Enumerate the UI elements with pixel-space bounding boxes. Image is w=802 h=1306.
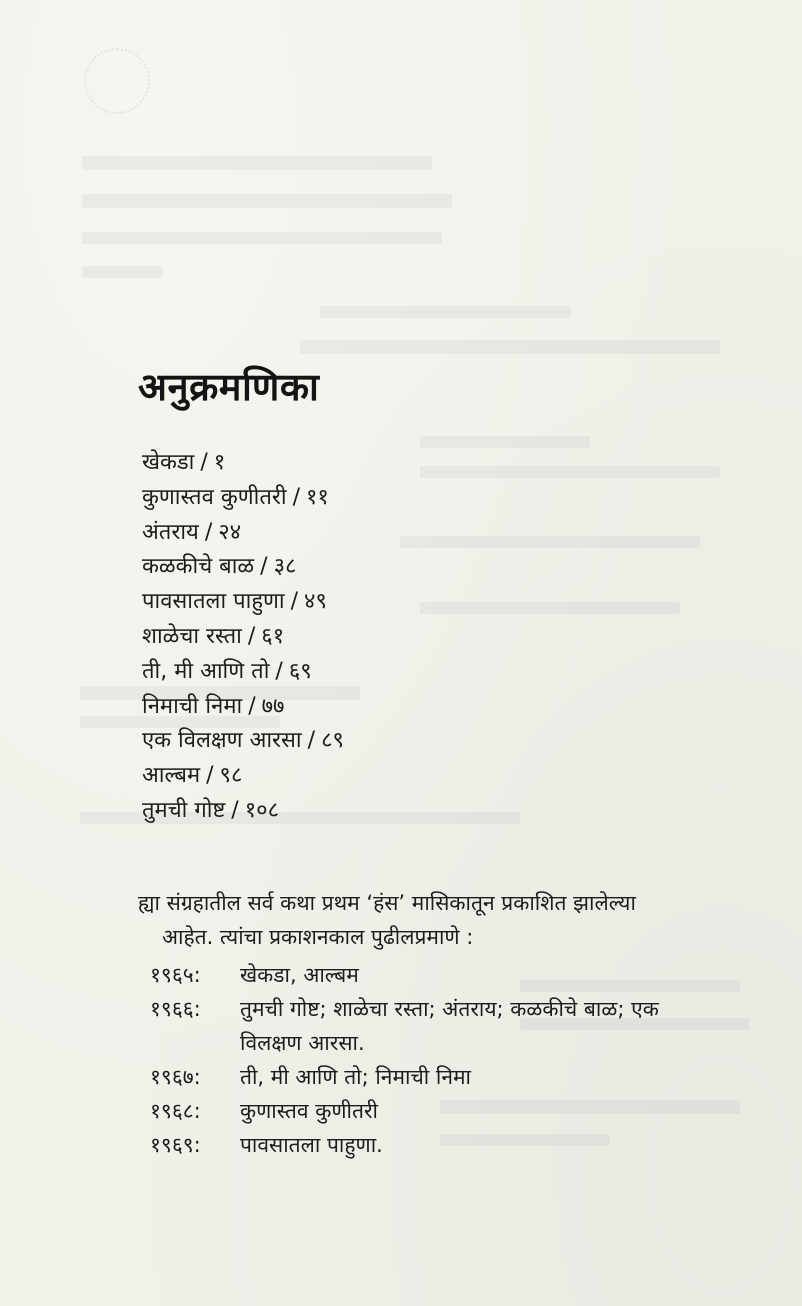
bleed-through-mark [82,156,432,170]
bleed-through-mark [82,266,162,278]
publication-stories: खेकडा, आल्बम [240,963,359,987]
toc-item-title: कळकीचे बाळ [142,554,255,580]
toc-item [142,550,344,585]
bleed-through-mark [400,536,700,548]
toc-separator: / [247,623,256,649]
toc-separator: / [260,554,268,580]
publication-note [138,886,738,954]
toc-item-page: २४ [218,519,242,545]
publication-stories: कुणास्तव कुणीतरी [240,1099,378,1123]
toc-separator: / [292,484,300,510]
publication-row [150,992,710,1060]
toc-separator: / [204,519,213,545]
toc-item-page: ११ [305,484,329,510]
publication-row [150,1128,710,1162]
toc-item [142,655,344,690]
toc-item-page: १ [213,450,226,475]
bleed-through-mark [420,466,720,478]
toc-item-page: ६९ [288,658,312,684]
toc-separator: / [290,589,299,615]
publication-stories: पावसातला पाहुणा. [240,1133,383,1157]
faint-stamp-mark [84,48,150,114]
bleed-through-mark [82,232,442,244]
toc-item-title: कुणास्तव कुणीतरी [142,484,287,510]
publication-row [150,1060,710,1094]
publication-year: १९६६: [150,997,201,1021]
publication-note-line2: आहेत. त्यांचा प्रकाशनकाल पुढीलप्रमाणे : [162,925,474,949]
toc-item [142,759,344,794]
bleed-through-mark [420,602,680,614]
toc-item-title: आल्बम [142,763,201,789]
toc-item [142,724,344,759]
toc-item-title: तुमची गोष्ट [142,797,226,823]
toc-item-title: खेकडा [142,450,195,475]
toc-separator: / [231,797,239,823]
toc-separator: / [206,763,214,789]
toc-item-title: शाळेचा रस्ता [142,623,242,649]
toc-item-title: ती, मी आणि तो [142,658,270,684]
toc-item-page: १०८ [244,797,280,823]
publication-year: १९६७: [150,1065,201,1089]
toc-separator: / [200,450,208,475]
publication-year: १९६९: [150,1133,201,1157]
toc-item [142,516,344,551]
toc-separator: / [275,658,283,684]
publication-stories: ती, मी आणि तो; निमाची निमा [240,1065,471,1089]
toc-item [142,690,344,725]
bleed-through-mark [300,340,720,354]
toc-item-title: पावसातला पाहुणा [142,589,285,615]
toc-item-page: ७७ [261,693,285,719]
toc-item [142,446,344,481]
toc-item-page: ९८ [219,763,243,789]
publication-year: १९६५: [150,963,201,987]
toc-item-title: एक विलक्षण आरसा [142,728,302,754]
toc-item [142,794,344,829]
publication-row [150,958,710,992]
toc-item [142,620,344,655]
bleed-through-mark [420,436,590,448]
toc-item-title: निमाची निमा [142,693,243,719]
publication-row [150,1094,710,1128]
publication-stories: तुमची गोष्ट; शाळेचा रस्ता; अंतराय; कळकीचे बाळ; एक विलक्षण आरसा. [240,997,659,1055]
toc-item [142,585,344,620]
bleed-through-mark [320,306,570,318]
bleed-through-mark [82,194,452,208]
publication-list [150,958,710,1162]
publication-note-line1: ह्या संग्रहातील सर्व कथा प्रथम ‘हंस’ मासिकातून प्रकाशित झालेल्या [138,891,636,915]
toc-item [142,481,344,516]
table-of-contents [142,446,344,829]
publication-year: १९६८: [150,1099,201,1123]
toc-item-page: ३८ [273,554,297,580]
toc-item-page: ६१ [261,623,285,649]
page-title: अनुक्रमणिका [138,365,320,409]
toc-item-page: ८९ [321,728,344,754]
toc-item-page: ४९ [304,589,327,615]
toc-separator: / [307,728,316,754]
toc-separator: / [248,693,256,719]
toc-item-title: अंतराय [142,519,199,545]
